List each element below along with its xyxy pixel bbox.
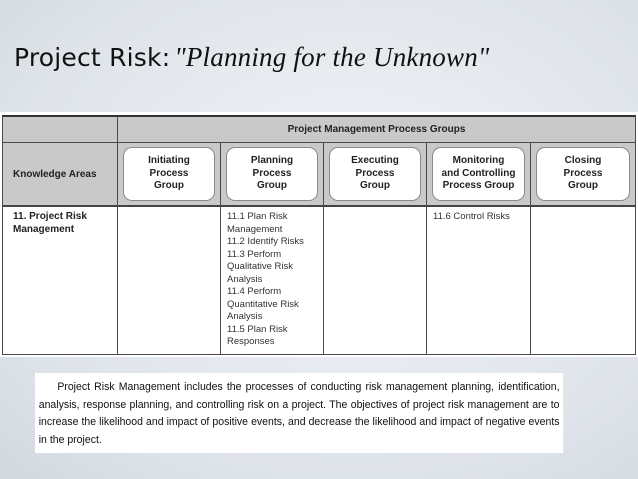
table-row [3,206,636,355]
caption-paragraph: Project Risk Management includes the processes of conducting risk management planning, identification, analysis, response planning, and controlling risk on a project. The objectives of project risk management are to increase the likelihood and impact of positive events, and decrease the likelihood and impact of negative events in the project. [35,373,563,453]
monitoring-group-label: Monitoring and Controlling Process Group [432,147,525,201]
executing-cell [324,206,427,355]
slide-title-quote: "Planning for the Unknown" [174,42,490,72]
initiating-cell [118,206,221,355]
initiating-header-cell [118,143,221,207]
monitoring-cell: 11.6 Control Risks [427,206,531,355]
planning-process-item: 11.1 Plan Risk Management [227,211,288,235]
table-corner-cell [3,116,118,143]
planning-process-item: 11.2 Identify Risks [227,236,304,247]
process-groups-table-image [0,112,638,357]
closing-cell [531,206,636,355]
executing-group-label: Executing Process Group [329,147,421,201]
planning-process-item: 11.3 Perform Qualitative Risk Analysis [227,248,293,285]
closing-group-label: Closing Process Group [536,147,630,201]
planning-cell [221,206,324,355]
knowledge-areas-header: Knowledge Areas [3,143,118,207]
process-groups-table [2,115,636,355]
slide-title [14,42,489,73]
planning-process-item: 11.5 Plan Risk Responses [227,323,288,347]
monitoring-header-cell [427,143,531,207]
closing-header-cell [531,143,636,207]
initiating-group-label: Initiating Process Group [123,147,215,201]
executing-header-cell [324,143,427,207]
slide-title-lead: Project Risk: [14,43,171,72]
planning-group-label: Planning Process Group [226,147,318,201]
planning-header-cell [221,143,324,207]
planning-process-item: 11.4 Perform Quantitative Risk Analysis [227,286,299,322]
knowledge-area-cell: 11. Project Risk Management [3,206,118,355]
table-header-title: Project Management Process Groups [118,116,636,143]
